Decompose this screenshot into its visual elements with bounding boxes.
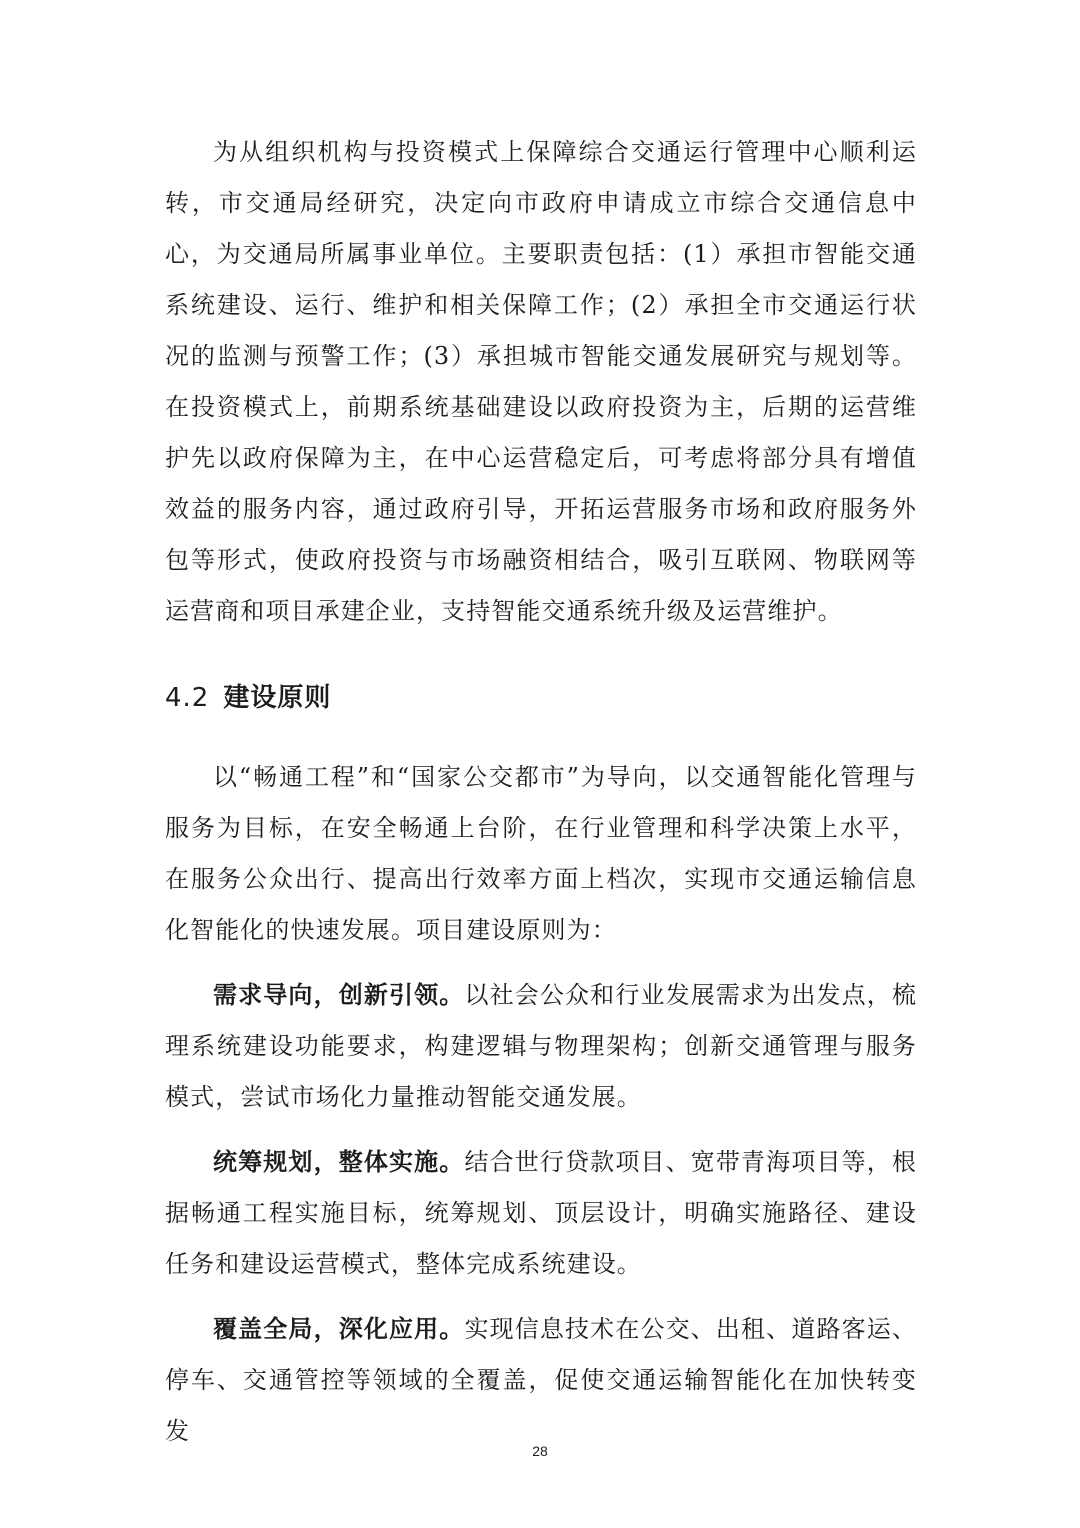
principle-text: 以社会公众和行业发展需求为出发点，梳理系统建设功能要求，构建逻辑与物理架构；创新交通管理与服务模式，尝试市场化力量推动智能交通发展。 [165,981,917,1111]
section-heading [165,673,917,724]
page-number: 28 [532,1443,548,1459]
page-content [165,127,917,1457]
principle-text: 结合世行贷款项目、宽带青海项目等，根据畅通工程实施目标，统筹规划、顶层设计，明确实施路径、建设任务和建设运营模式，整体完成系统建设。 [165,1148,917,1278]
principle-text: 实现信息技术在公交、出租、道路客运、停车、交通管控等领域的全覆盖，促使交通运输智能化在加快转变发 [165,1315,917,1445]
intro-paragraph: 为从组织机构与投资模式上保障综合交通运行管理中心顺利运转，市交通局经研究，决定向市政府申请成立市综合交通信息中心，为交通局所属事业单位。主要职责包括：(1）承担市智能交通系统建设、运行、维护和相关保障工作；(2）承担全市交通运行状况的监测与预警工作；(3）承担城市智能交通发展研究与规划等。在投资模式上，前期系统基础建设以政府投资为主，后期的运营维护先以政府保障为主，在中心运营稳定后，可考虑将部分具有增值效益的服务内容，通过政府引导，开拓运营服务市场和政府服务外包等形式，使政府投资与市场融资相结合，吸引互联网、物联网等运营商和项目承建企业，支持智能交通系统升级及运营维护。 [165,138,917,625]
section-title: 建设原则 [223,683,332,713]
principle-paragraph [165,1304,917,1457]
principle-lead: 需求导向，创新引领。 [213,981,465,1009]
section-number: 4.2 [165,683,210,713]
principle-paragraph [165,1137,917,1290]
section-intro-paragraph: 以“畅通工程”和“国家公交都市”为导向，以交通智能化管理与服务为目标，在安全畅通上台阶，在行业管理和科学决策上水平，在服务公众出行、提高出行效率方面上档次，实现市交通运输信息化智能化的快速发展。项目建设原则为： [165,763,917,944]
principle-lead: 统筹规划，整体实施。 [213,1148,465,1176]
principle-paragraph [165,970,917,1123]
principle-lead: 覆盖全局，深化应用。 [213,1315,465,1343]
